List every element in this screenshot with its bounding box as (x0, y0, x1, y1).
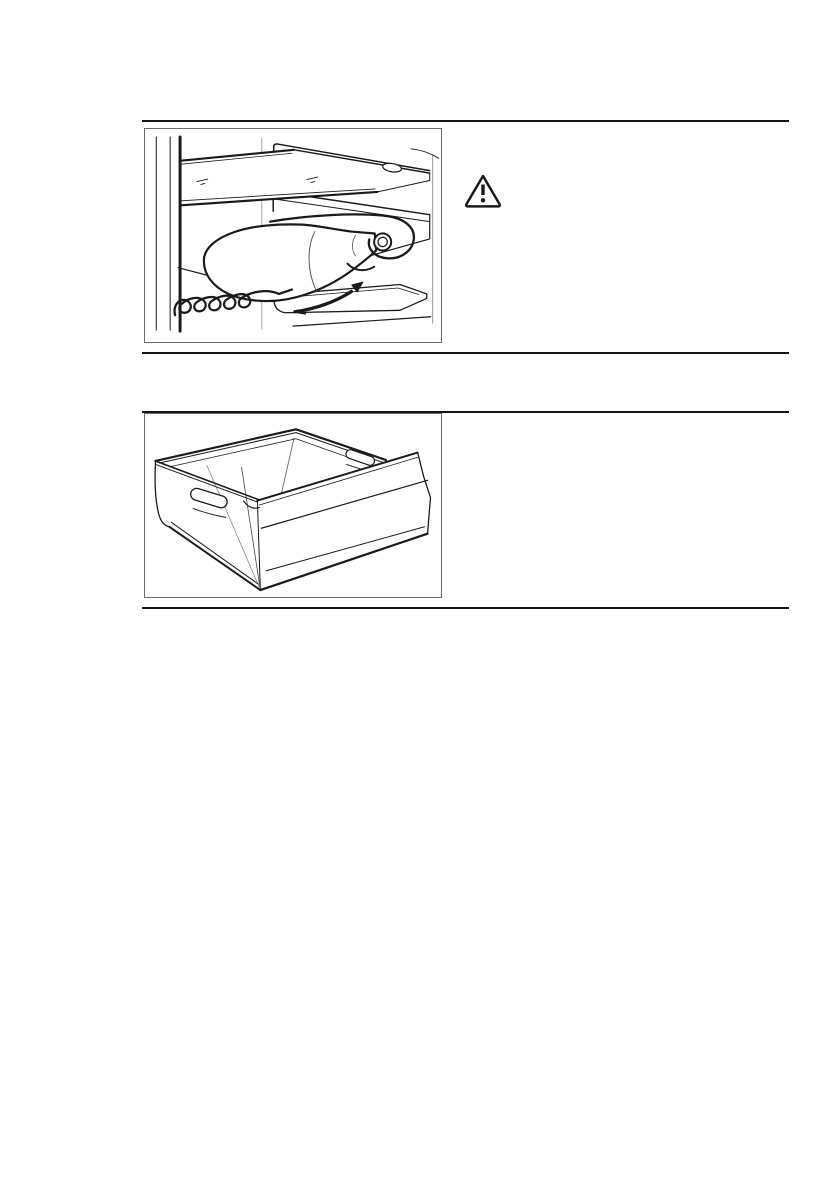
warning-icon (464, 172, 502, 210)
bottle-rack-illustration (145, 129, 441, 342)
freezer-basket-illustration (145, 414, 441, 597)
exclamation-triangle-icon (464, 172, 502, 210)
figure-freezer-basket (144, 413, 442, 598)
separator-rule-mid-1 (142, 352, 789, 354)
figure-bottle-rack (144, 128, 442, 343)
separator-rule-bottom (142, 607, 789, 609)
separator-rule-top (142, 120, 789, 122)
